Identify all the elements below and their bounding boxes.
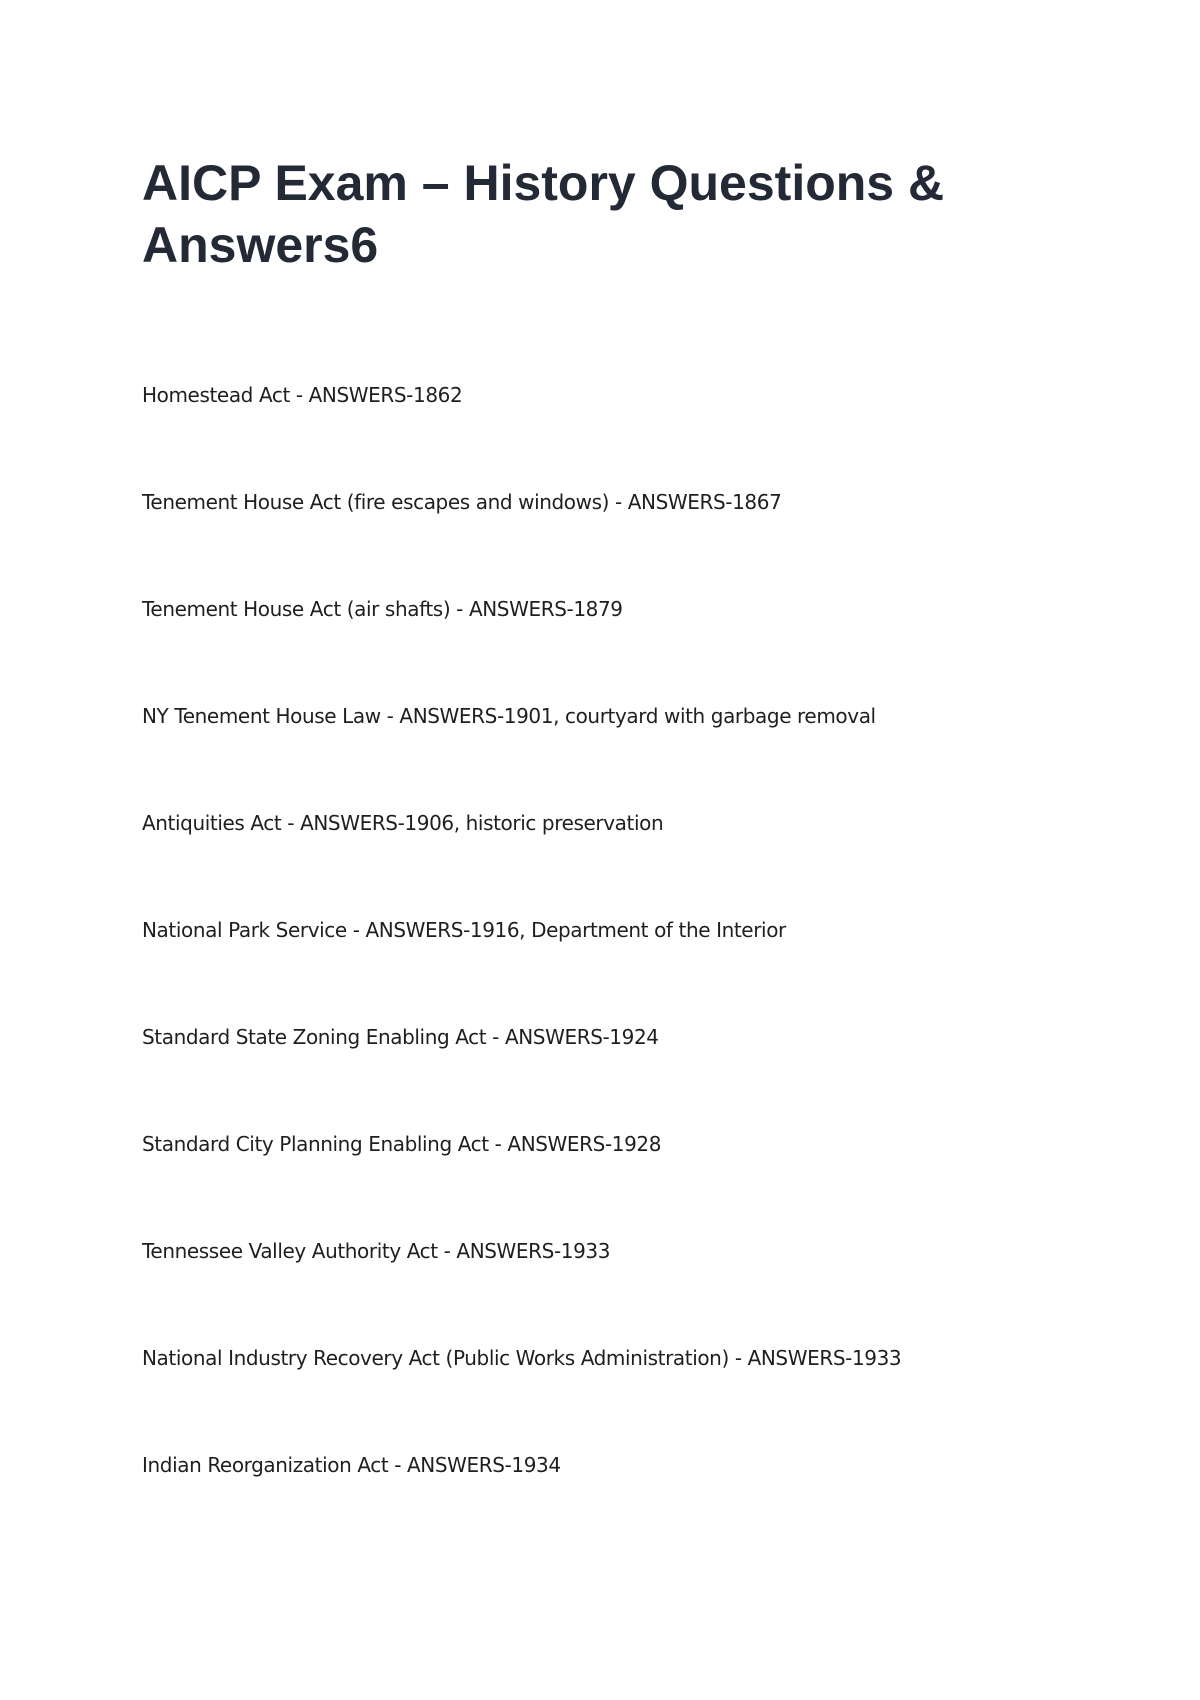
qa-item: Antiquities Act - ANSWERS-1906, historic preservation: [142, 811, 664, 835]
qa-item: Standard State Zoning Enabling Act - ANSWERS-1924: [142, 1025, 659, 1049]
qa-item: Indian Reorganization Act - ANSWERS-1934: [142, 1453, 561, 1477]
qa-item: Standard City Planning Enabling Act - ANSWERS-1928: [142, 1132, 662, 1156]
qa-list: [142, 383, 901, 1560]
qa-item: National Park Service - ANSWERS-1916, Department of the Interior: [142, 918, 786, 942]
page-title: AICP Exam – History Questions & Answers6: [142, 155, 945, 273]
qa-item: Homestead Act - ANSWERS-1862: [142, 383, 463, 407]
qa-item: NY Tenement House Law - ANSWERS-1901, courtyard with garbage removal: [142, 704, 876, 728]
qa-item: Tenement House Act (air shafts) - ANSWERS-1879: [142, 597, 623, 621]
qa-item: Tennessee Valley Authority Act - ANSWERS-1933: [142, 1239, 611, 1263]
qa-item: Tenement House Act (fire escapes and windows) - ANSWERS-1867: [142, 490, 782, 514]
qa-item: National Industry Recovery Act (Public Works Administration) - ANSWERS-1933: [142, 1346, 902, 1370]
